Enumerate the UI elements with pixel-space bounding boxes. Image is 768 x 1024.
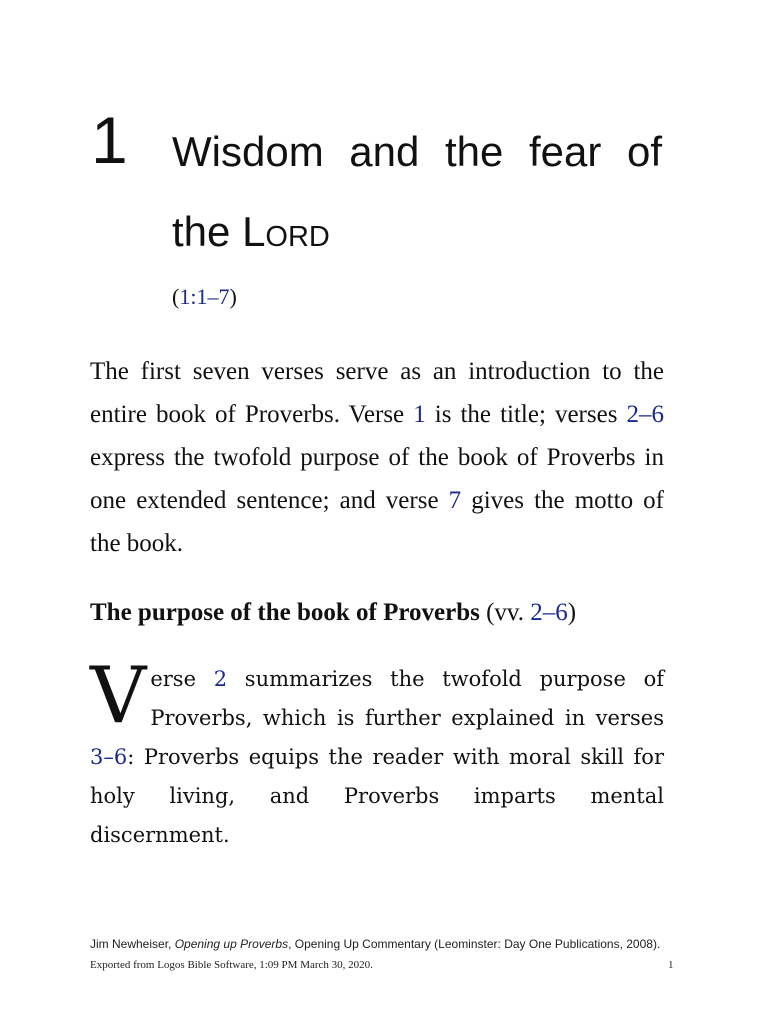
range-open-paren: ( [172, 284, 180, 309]
section-heading [90, 593, 690, 633]
intro-text-4: gives the motto of the book. [90, 487, 664, 557]
body-text-1: erse [150, 667, 214, 691]
intro-text-2: is the title; verses [425, 401, 627, 428]
chapter-number: 1 [91, 103, 128, 177]
range-link[interactable]: 1:1–7 [179, 284, 230, 309]
body-paragraph [90, 651, 664, 855]
intro-text-3: express the twofold purpose of the book of Proverbs in one extended sentence; and verse [90, 444, 664, 514]
citation-rest: , Opening Up Commentary (Leominster: Day One Publications, 2008). [288, 937, 661, 951]
section-verse-link[interactable]: 2–6 [530, 599, 568, 626]
citation-author: Jim Newheiser, [90, 937, 175, 951]
body-text-3: : Proverbs equips the reader with moral skill for holy living, and Proverbs imparts mental discernment. [90, 745, 664, 847]
verse-link-3-6[interactable]: 3–6 [90, 745, 128, 769]
body-text-2: summarizes the twofold purpose of Proverbs, which is further explained in verses [150, 667, 664, 730]
chapter-title-lord-smallcaps: ord [265, 208, 330, 255]
chapter-title-text: Wisdom and the fear of the [172, 128, 662, 255]
drop-cap: V [90, 651, 147, 741]
citation-book-title: Opening up Proverbs [174, 937, 289, 951]
footer-citation [90, 937, 710, 951]
chapter-title-lord-initial: L [242, 208, 266, 255]
section-paren-open: (vv. [486, 599, 531, 626]
intro-text-1: The first seven verses serve as an introduction to the entire book of Proverbs. Verse [90, 358, 664, 428]
verse-link-1[interactable]: 1 [413, 401, 426, 428]
range-close-paren: ) [229, 284, 237, 309]
section-paren-close: ) [567, 599, 577, 626]
footer-export-note: Exported from Logos Bible Software, 1:09 PM March 30, 2020. [90, 959, 373, 971]
verse-link-2-6[interactable]: 2–6 [626, 401, 664, 428]
chapter-title [172, 112, 662, 272]
intro-paragraph [90, 350, 664, 565]
verse-link-7[interactable]: 7 [448, 487, 462, 514]
chapter-verse-range [172, 284, 237, 310]
verse-link-2[interactable]: 2 [213, 667, 228, 691]
page-number: 1 [668, 959, 674, 971]
section-heading-text: The purpose of the book of Proverbs [90, 599, 487, 626]
